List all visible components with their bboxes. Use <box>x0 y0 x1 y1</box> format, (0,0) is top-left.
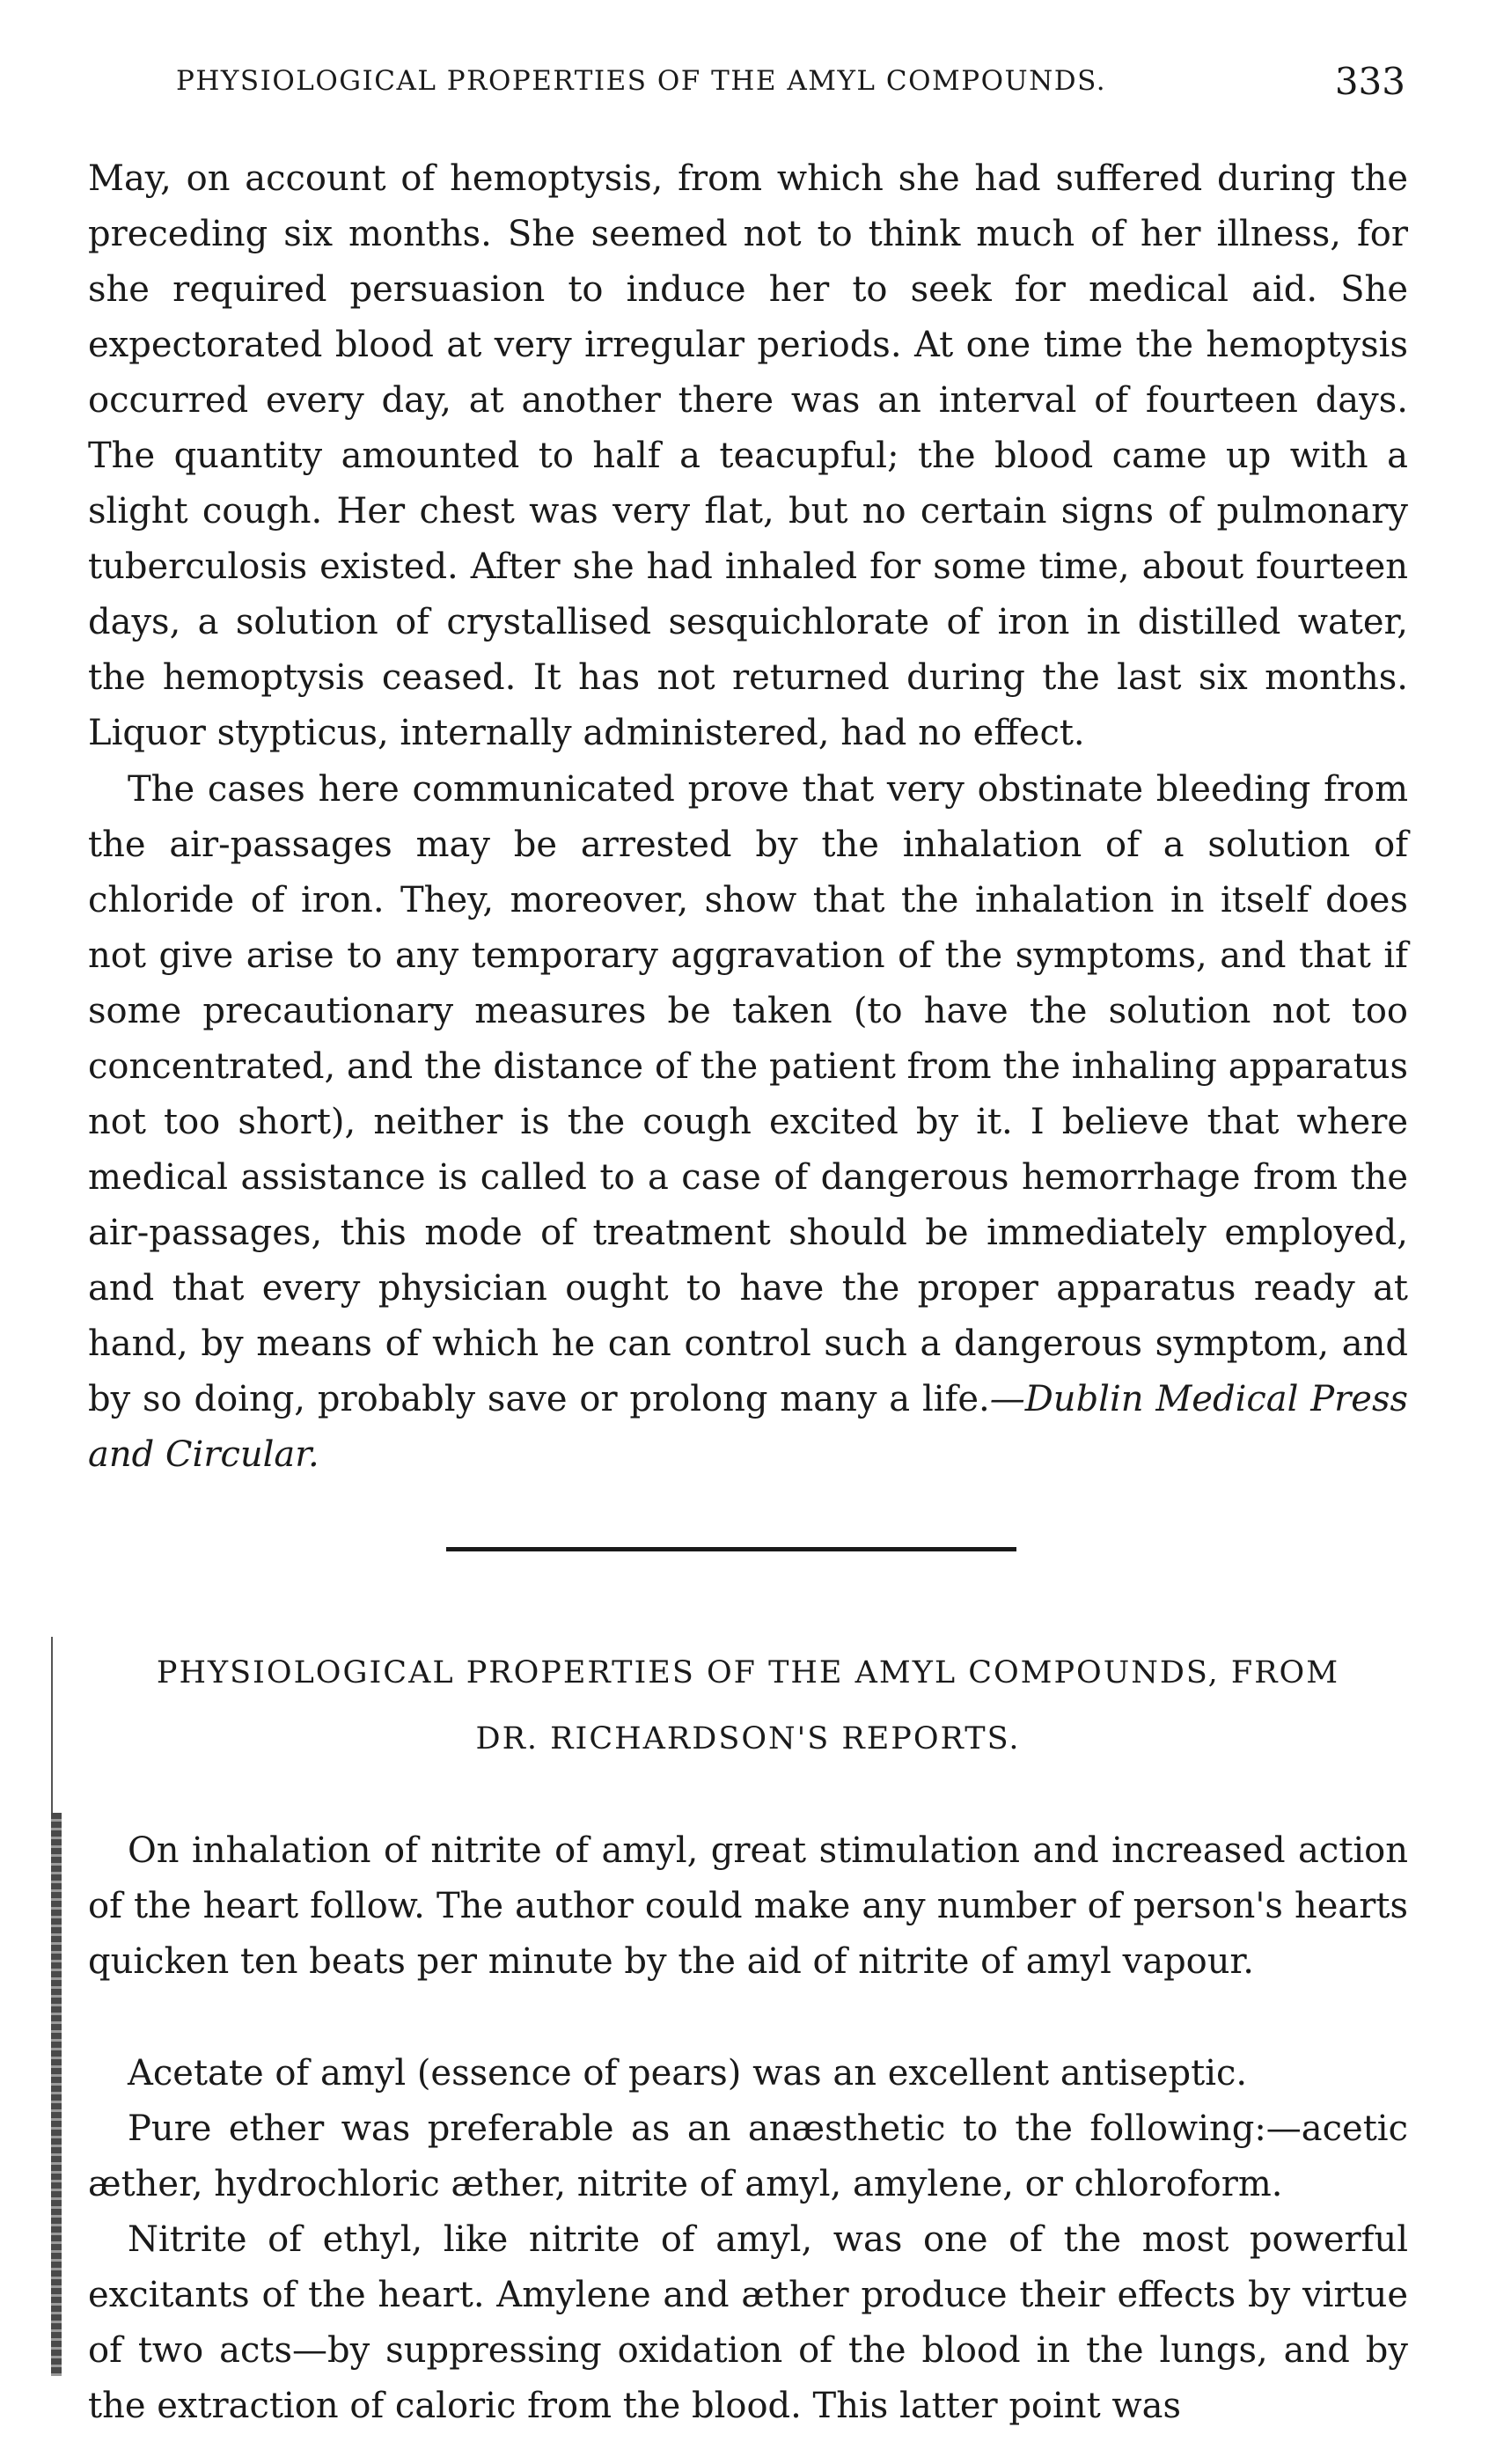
source-citation: —Dublin Medical Press and Circular. <box>88 1379 1409 1475</box>
previous-article-paragraph-2 <box>88 762 1408 1483</box>
article-paragraph-2: Acetate of amyl (essence of pears) was an excellent antiseptic. <box>128 2053 1248 2094</box>
paragraph-text: May, on account of hemoptysis, from which she had suffered during the preceding six months. She seemed not to think much of her illness, for she required persuasion to induce her to seek for medical aid. She expectorated blood at very irregular periods. At one time the hemoptysis occurred every day, at another there was an interval of fourteen days. The quantity amounted to half a teacupful; the blood came up with a slight cough. Her chest was very flat, but no certain signs of pulmonary tuberculosis existed. After she had inhaled for some time, about fourteen days, a solution of crystallised sesquichlorate of iron in distilled water, the hemoptysis ceased. It has not returned during the last six months. Liquor stypticus, internally administered, had no effect. <box>88 158 1408 753</box>
article-paragraph-1: On inhalation of nitrite of amyl, great stimulation and increased action of the heart follow. The author could make any number of person's hearts quicken ten beats per minute by the aid of nitrite of amyl vapour. <box>88 1830 1408 1982</box>
article-paragraph-4: Nitrite of ethyl, like nitrite of amyl, was one of the most powerful excitants of the heart. Amylene and æther produce their effects by virtue of two acts—by suppressing oxidation of the blood in the lungs, and by the extraction of caloric from the blood. This latter point was <box>88 2219 1408 2426</box>
article-paragraph-3: Pure ether was preferable as an anæsthetic to the following:—acetic æther, hydrochloric æther, nitrite of amyl, amylene, or chloroform. <box>88 2108 1408 2204</box>
running-title: PHYSIOLOGICAL PROPERTIES OF THE AMYL COMPOUNDS. <box>176 65 1107 97</box>
running-head <box>88 60 1405 104</box>
margin-binding-mark <box>51 1813 62 2376</box>
previous-article-paragraph-1 <box>88 151 1408 761</box>
section-divider <box>446 1547 1016 1551</box>
article-title-line-2: DR. RICHARDSON'S REPORTS. <box>475 1721 1021 1756</box>
page-number: 333 <box>1334 60 1405 103</box>
paragraph-text: The cases here communicated prove that very obstinate bleeding from the air-passages may be arrested by the inhalation of a solution of chloride of iron. They, moreover, show that the inhalation in itself does not give arise to any temporary aggravation of the symptoms, and that if some precautionary measures be taken (to have the solution not too concentrated, and the distance of the patient from the inhaling apparatus not too short), neither is the cough excited by it. I believe that where medical assistance is called to a case of dangerous hemorrhage from the air-passages, this mode of treatment should be immediately employed, and that every physician ought to have the proper apparatus ready at hand, by means of which he can control such a dangerous symptom, and by so doing, probably save or prolong many a life. <box>88 769 1408 1419</box>
article-title-line-1: PHYSIOLOGICAL PROPERTIES OF THE AMYL COMPOUNDS, FROM <box>156 1655 1340 1690</box>
margin-line <box>51 1637 53 1813</box>
